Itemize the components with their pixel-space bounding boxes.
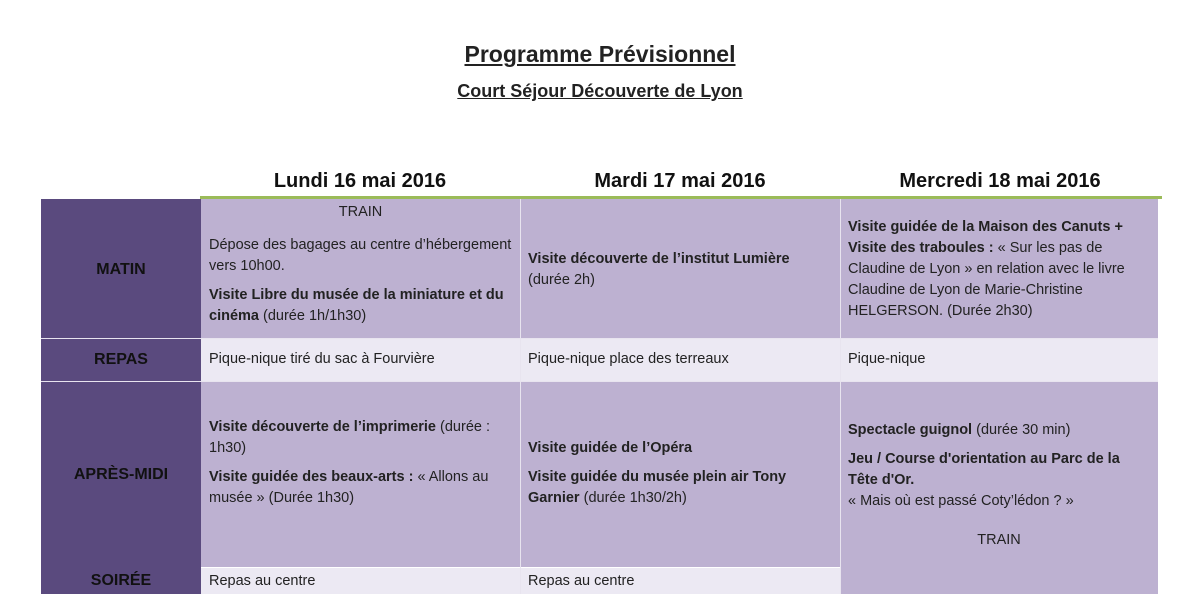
- visite-beaux-arts-details: « Allons au musée » (Durée 1h30): [209, 469, 489, 506]
- visite-lumiere-duree: (durée 2h): [528, 272, 595, 288]
- grid-line: [520, 199, 521, 594]
- visite-miniature-duree: (durée 1h/1h30): [258, 308, 367, 324]
- row-label-matin: MATIN: [96, 261, 146, 278]
- visite-tony-garnier-duree: (durée 1h30/2h): [579, 490, 687, 506]
- page-subtitle: Court Séjour Découverte de Lyon: [457, 81, 743, 101]
- cell-matin-lundi: [201, 199, 520, 338]
- cell-apresmidi-soiree-mercredi: [840, 382, 1158, 594]
- page-title: Programme Prévisionnel: [464, 41, 736, 67]
- day-header-mardi: Mardi 17 mai 2016: [594, 170, 766, 192]
- visite-opera: Visite guidée de l’Opéra: [528, 440, 693, 456]
- grid-line: [41, 381, 1158, 382]
- visite-canuts-details: « Sur les pas de Claudine de Lyon » en relation avec le livre Claudine de Lyon de Marie-Christine HELGERSON. (Durée 2h30): [848, 240, 1125, 319]
- cell-soiree-lundi: Repas au centre: [201, 568, 520, 594]
- cell-repas-mardi: Pique-nique place des terreaux: [520, 339, 840, 381]
- row-label-column: [41, 199, 201, 594]
- train-label: TRAIN: [338, 204, 383, 220]
- day-header-lundi: Lundi 16 mai 2016: [273, 170, 447, 192]
- depose-text: Dépose des bagages au centre d’hébergement vers 10h00.: [209, 237, 512, 274]
- cell-matin-mercredi: [840, 199, 1158, 338]
- cell-repas-lundi: Pique-nique tiré du sac à Fourvière: [201, 339, 520, 381]
- cell-matin-mardi: [520, 199, 840, 338]
- jeu-orientation: Jeu / Course d'orientation au Parc de la Tête d'Or.: [848, 451, 1120, 488]
- visite-miniature: Visite Libre du musée de la miniature et du cinéma: [209, 287, 504, 324]
- train-label-retour: TRAIN: [977, 532, 1021, 548]
- grid-line: [840, 199, 841, 594]
- visite-lumiere: Visite découverte de l’institut Lumière: [528, 251, 790, 267]
- visite-tony-garnier: Visite guidée du musée plein air Tony Garnier: [528, 469, 787, 506]
- cell-apresmidi-lundi: [201, 382, 520, 567]
- jeu-orientation-citation: « Mais où est passé Coty’lédon ? »: [848, 493, 1074, 509]
- visite-canuts: Visite guidée de la Maison des Canuts + Visite des traboules :: [848, 219, 1123, 256]
- cell-soiree-mardi: Repas au centre: [520, 568, 840, 594]
- row-label-soiree: SOIRÉE: [90, 572, 152, 589]
- spectacle-guignol-duree: (durée 30 min): [972, 422, 1071, 438]
- spectacle-guignol: Spectacle guignol: [848, 422, 973, 438]
- day-header-mercredi: Mercredi 18 mai 2016: [899, 170, 1101, 192]
- visite-beaux-arts: Visite guidée des beaux-arts :: [209, 469, 414, 485]
- visite-imprimerie-duree: (durée : 1h30): [209, 419, 490, 456]
- cell-repas-mercredi: Pique-nique: [840, 339, 1158, 381]
- visite-imprimerie: Visite découverte de l’imprimerie: [209, 419, 436, 435]
- cell-apresmidi-mardi: [520, 382, 840, 567]
- row-label-apresmidi: APRÈS-MIDI: [73, 466, 169, 483]
- grid-line: [41, 338, 1158, 339]
- row-label-repas: REPAS: [94, 351, 148, 368]
